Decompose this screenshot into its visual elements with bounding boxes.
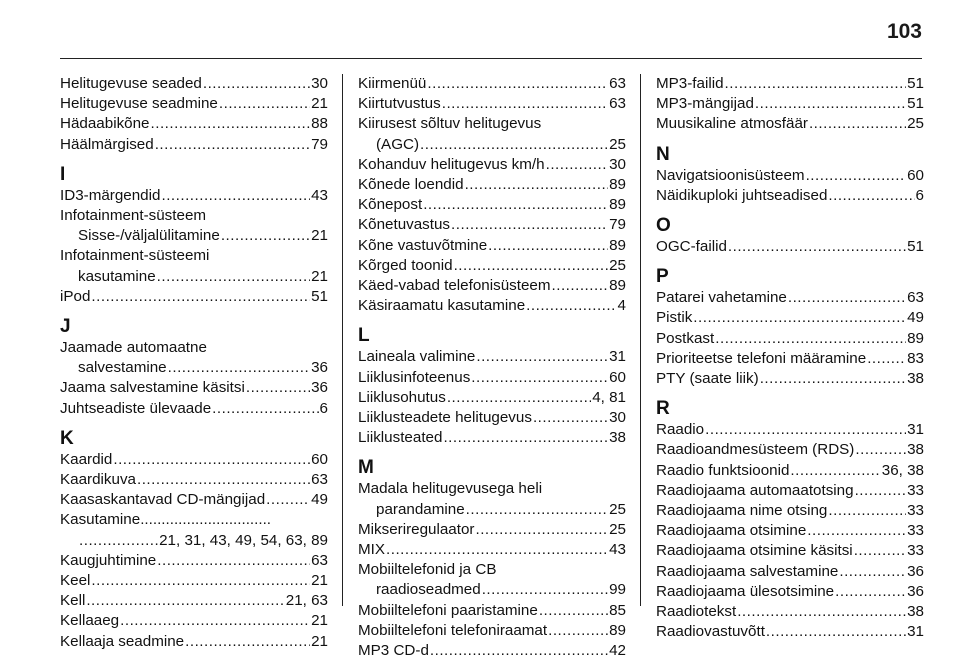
index-entry-page: 89 xyxy=(609,236,626,254)
index-entry xyxy=(60,591,328,611)
dot-leader xyxy=(552,276,609,296)
dot-leader xyxy=(807,521,906,541)
dot-leader xyxy=(427,74,608,94)
index-entry-page: 6 xyxy=(319,399,328,417)
index-entry-page: 38 xyxy=(609,429,626,447)
index-entry-term: Kiirtutvustus xyxy=(358,95,441,113)
index-entry-heading: Kasutamine............................... xyxy=(60,511,272,529)
index-entry-term: Laineala valimine xyxy=(358,348,476,366)
index-entry-heading: Jaamade automaatne xyxy=(60,339,207,357)
index-entry xyxy=(656,420,924,440)
dot-leader xyxy=(715,329,906,349)
index-entry-term: PTY (saate liik) xyxy=(656,370,759,388)
dot-leader xyxy=(86,591,284,611)
index-entry-page: 33 xyxy=(907,522,924,540)
index-entry-page: 49 xyxy=(311,491,328,509)
index-entry-page: 60 xyxy=(609,368,626,386)
index-entry-term: Helitugevuse seadmine xyxy=(60,95,218,113)
index-entry xyxy=(60,94,328,114)
dot-leader xyxy=(266,490,310,510)
index-entry xyxy=(656,308,924,328)
index-entry-page: 33 xyxy=(907,542,924,560)
index-letter-heading: K xyxy=(60,427,74,449)
index-entry-term: MP3-mängijad xyxy=(656,95,754,113)
index-entry xyxy=(358,276,626,296)
index-entry-page: 25 xyxy=(907,115,924,133)
index-letter-heading: J xyxy=(60,316,71,338)
index-entry xyxy=(358,296,626,316)
dot-leader xyxy=(539,601,608,621)
header-rule xyxy=(60,58,922,59)
dot-leader xyxy=(471,368,608,388)
index-entry-page: 4 xyxy=(617,297,626,315)
index-entry xyxy=(358,601,626,621)
dot-leader xyxy=(466,500,608,520)
dot-leader xyxy=(420,135,608,155)
index-entry-term: iPod xyxy=(60,287,91,305)
index-entry xyxy=(60,226,328,246)
index-entry xyxy=(358,621,626,641)
index-entry-page: 33 xyxy=(907,481,924,499)
index-entry-term: Kaardid xyxy=(60,450,113,468)
index-entry xyxy=(358,540,626,560)
index-entry-page: 38 xyxy=(907,441,924,459)
index-entry xyxy=(656,521,924,541)
index-entry-term: Käed-vabad telefonisüsteem xyxy=(358,277,551,295)
index-entry-term: Raadiotekst xyxy=(656,603,737,621)
dot-leader xyxy=(430,641,608,661)
index-entry-term: Juhtseadiste ülevaade xyxy=(60,399,212,417)
index-entry-page: 51 xyxy=(907,95,924,113)
dot-leader xyxy=(91,571,310,591)
index-entry-term: Kellaaja seadmine xyxy=(60,632,185,650)
dot-leader xyxy=(246,378,310,398)
dot-leader xyxy=(447,388,591,408)
index-entry xyxy=(60,114,328,134)
index-entry-page: 85 xyxy=(609,601,626,619)
dot-leader xyxy=(548,621,608,641)
dot-leader xyxy=(788,288,906,308)
index-entry-page: 51 xyxy=(311,287,328,305)
index-entry-page: 31 xyxy=(609,348,626,366)
index-entry-term: MIX xyxy=(358,541,386,559)
dot-leader xyxy=(451,215,608,235)
index-entry-page: 21 xyxy=(311,612,328,630)
index-entry xyxy=(656,74,924,94)
index-entry-term: Raadio funktsioonid xyxy=(656,461,790,479)
index-entry-page: 51 xyxy=(907,238,924,256)
dot-leader xyxy=(867,349,906,369)
index-entry-page: 43 xyxy=(609,541,626,559)
index-letter-heading: O xyxy=(656,215,671,237)
dot-leader xyxy=(221,226,310,246)
index-entry xyxy=(358,175,626,195)
index-letter-heading: N xyxy=(656,143,670,165)
index-entry-term: Helitugevuse seaded xyxy=(60,75,202,92)
dot-leader xyxy=(855,440,906,460)
dot-leader xyxy=(755,94,906,114)
index-entry-page: 30 xyxy=(311,75,328,92)
dot-leader xyxy=(806,166,907,186)
index-letter-heading: I xyxy=(60,163,66,185)
index-entry-page: 30 xyxy=(609,409,626,427)
index-entry-page: 89 xyxy=(609,621,626,639)
index-entry-term: Liiklusteated xyxy=(358,429,443,447)
index-entry xyxy=(656,166,924,186)
index-entry xyxy=(60,531,328,551)
dot-leader xyxy=(203,74,310,94)
index-entry-page: 63 xyxy=(907,289,924,307)
index-entry xyxy=(60,378,328,398)
dot-leader xyxy=(443,428,608,448)
index-entry-page: 89 xyxy=(609,196,626,214)
index-entry xyxy=(358,236,626,256)
index-entry-page: 38 xyxy=(907,603,924,621)
index-entry-term: Raadiojaama otsimine xyxy=(656,522,807,540)
index-entry-page: 43 xyxy=(311,186,328,204)
index-entry-term: kasutamine xyxy=(78,267,156,285)
index-entry-page: 42 xyxy=(609,642,626,660)
index-entry-page: 25 xyxy=(609,135,626,153)
index-entry-page: 99 xyxy=(609,581,626,599)
index-entry xyxy=(60,186,328,206)
index-entry-page: 63 xyxy=(609,95,626,113)
index-entry-page: 25 xyxy=(609,520,626,538)
index-entry xyxy=(358,428,626,448)
index-entry xyxy=(656,602,924,622)
index-entry-page: 21 xyxy=(311,632,328,650)
dot-leader xyxy=(828,501,906,521)
index-entry-term: Kõnepost xyxy=(358,196,423,214)
index-column-1 xyxy=(60,74,328,652)
index-entry-term: Kõne vastuvõtmine xyxy=(358,236,488,254)
index-entry-term: MP3-failid xyxy=(656,75,724,92)
index-entry-page: 4, 81 xyxy=(592,388,626,406)
index-entry xyxy=(60,450,328,470)
index-entry xyxy=(656,461,924,481)
index-entry xyxy=(656,622,924,642)
index-entry-term: Kõnede loendid xyxy=(358,176,464,194)
index-entry-page: 88 xyxy=(311,115,328,133)
index-entry xyxy=(358,520,626,540)
index-entry-term: Mikseriregulaator xyxy=(358,520,475,538)
index-entry-page: 6 xyxy=(915,186,924,204)
index-entry-term: Häälmärgised xyxy=(60,135,154,153)
index-entry-term: Raadiojaama automaatotsing xyxy=(656,481,854,499)
index-entry-page: 60 xyxy=(311,450,328,468)
index-entry-page: 60 xyxy=(907,166,924,184)
index-entry xyxy=(358,368,626,388)
index-entry xyxy=(656,186,924,206)
dot-leader xyxy=(120,611,310,631)
index-entry-page: 89 xyxy=(609,277,626,295)
index-entry-term: Kellaaeg xyxy=(60,612,120,630)
index-entry-page: 25 xyxy=(609,500,626,518)
dot-leader xyxy=(475,520,608,540)
index-letter-heading: M xyxy=(358,457,374,479)
dot-leader xyxy=(526,296,616,316)
index-entry-page: 21 xyxy=(311,572,328,590)
dot-leader xyxy=(828,186,914,206)
index-entry-term: Raadio xyxy=(656,421,705,439)
dot-leader xyxy=(454,256,609,276)
index-entry-term: OGC-failid xyxy=(656,238,727,256)
index-entry-term: Käsiraamatu kasutamine xyxy=(358,297,526,315)
index-entry xyxy=(60,287,328,307)
index-entry-heading: Infotainment-süsteem xyxy=(60,207,207,225)
index-entry xyxy=(60,611,328,631)
index-entry-term: Kõrged toonid xyxy=(358,256,453,274)
index-entry-term: Raadiojaama salvestamine xyxy=(656,562,839,580)
index-entry xyxy=(358,195,626,215)
index-entry-term: Raadiovastuvõtt xyxy=(656,623,765,641)
dot-leader xyxy=(533,408,608,428)
index-entry xyxy=(656,440,924,460)
dot-leader xyxy=(854,541,906,561)
index-entry-page: 36 xyxy=(907,562,924,580)
dot-leader xyxy=(855,481,907,501)
index-entry-term: Liiklusteadete helitugevus xyxy=(358,409,532,427)
index-entry-page: 21 xyxy=(311,267,328,285)
index-entry-page: 36 xyxy=(311,359,328,377)
dot-leader xyxy=(839,562,906,582)
dot-leader xyxy=(693,308,906,328)
column-divider-1 xyxy=(342,74,343,606)
index-entry-page: 38 xyxy=(907,370,924,388)
index-entry xyxy=(358,74,626,94)
index-entry-term: Kiirmenüü xyxy=(358,75,427,92)
dot-leader xyxy=(835,582,906,602)
index-entry xyxy=(358,155,626,175)
index-entry xyxy=(358,94,626,114)
index-entry-term: Pistik xyxy=(656,309,693,327)
index-entry-term: Kaardikuva xyxy=(60,471,136,489)
dot-leader xyxy=(705,420,906,440)
index-entry-term: Mobiiltelefoni paaristamine xyxy=(358,601,538,619)
index-entry xyxy=(656,582,924,602)
index-letter-heading: L xyxy=(358,325,370,347)
index-column-2 xyxy=(358,74,626,661)
dot-leader xyxy=(790,461,880,481)
index-entry xyxy=(656,288,924,308)
index-entry-term: Kaasaskantavad CD-mängijad xyxy=(60,491,266,509)
index-entry-term: ID3-märgendid xyxy=(60,186,161,204)
index-entry-page: 31 xyxy=(907,623,924,641)
index-entry xyxy=(656,114,924,134)
dot-leader xyxy=(423,195,608,215)
index-entry-heading: Madala helitugevusega heli xyxy=(358,480,543,498)
index-entry xyxy=(358,135,626,155)
index-entry-heading: Infotainment-süsteemi xyxy=(60,247,210,265)
index-entry xyxy=(60,358,328,378)
dot-leader xyxy=(79,531,158,551)
dot-leader xyxy=(155,135,310,155)
index-entry xyxy=(358,641,626,661)
index-entry-page: 21 xyxy=(311,227,328,245)
index-entry xyxy=(60,74,328,94)
index-entry xyxy=(358,500,626,520)
dot-leader xyxy=(161,186,310,206)
index-entry-page: 51 xyxy=(907,75,924,92)
index-entry xyxy=(60,551,328,571)
dot-leader xyxy=(546,155,609,175)
index-entry xyxy=(358,347,626,367)
index-entry xyxy=(656,329,924,349)
index-column-3 xyxy=(656,74,924,642)
dot-leader xyxy=(766,622,906,642)
dot-leader xyxy=(168,358,310,378)
index-entry-term: salvestamine xyxy=(78,359,167,377)
index-entry-term: Kohanduv helitugevus km/h xyxy=(358,155,545,173)
index-entry-page: 36 xyxy=(907,582,924,600)
index-entry xyxy=(358,580,626,600)
index-entry xyxy=(656,501,924,521)
index-entry xyxy=(358,408,626,428)
index-entry xyxy=(656,369,924,389)
index-entry xyxy=(358,256,626,276)
index-entry-page: 89 xyxy=(609,176,626,194)
index-entry-page: 21, 31, 43, 49, 54, 63, 89 xyxy=(159,531,328,549)
index-entry xyxy=(656,481,924,501)
page-number: 103 xyxy=(886,20,922,43)
dot-leader xyxy=(809,114,906,134)
index-entry-term: Kell xyxy=(60,592,86,610)
index-entry-page: 63 xyxy=(311,471,328,489)
index-entry-term: Navigatsioonisüsteem xyxy=(656,166,805,184)
index-entry-page: 63 xyxy=(311,551,328,569)
dot-leader xyxy=(488,236,608,256)
index-entry-term: Raadiojaama otsimine käsitsi xyxy=(656,542,853,560)
dot-leader xyxy=(728,237,906,257)
column-divider-2 xyxy=(640,74,641,606)
dot-leader xyxy=(442,94,608,114)
index-entry-page: 21 xyxy=(311,95,328,113)
dot-leader xyxy=(465,175,609,195)
index-entry xyxy=(60,267,328,287)
index-entry-term: Keel xyxy=(60,572,91,590)
index-entry-term: Raadiojaama nime otsing xyxy=(656,502,828,520)
index-entry-term: Liiklusohutus xyxy=(358,388,446,406)
index-entry-term: Postkast xyxy=(656,329,715,347)
index-entry-term: Prioriteetse telefoni määramine xyxy=(656,349,867,367)
index-entry-term: Sisse-/väljalülitamine xyxy=(78,227,220,245)
dot-leader xyxy=(760,369,906,389)
index-entry-page: 36, 38 xyxy=(881,461,924,479)
index-entry xyxy=(656,349,924,369)
dot-leader xyxy=(219,94,310,114)
dot-leader xyxy=(386,540,608,560)
index-entry-page: 79 xyxy=(609,216,626,234)
index-entry-page: 89 xyxy=(907,329,924,347)
index-entry xyxy=(656,562,924,582)
dot-leader xyxy=(137,470,310,490)
index-entry-page: 83 xyxy=(907,349,924,367)
index-entry-page: 25 xyxy=(609,256,626,274)
index-entry-page: 31 xyxy=(907,421,924,439)
dot-leader xyxy=(725,74,907,94)
index-entry-heading: Kiirusest sõltuv helitugevus xyxy=(358,115,542,133)
index-entry-term: Näidikuploki juhtseadised xyxy=(656,186,828,204)
index-entry-heading: Mobiiltelefonid ja CB xyxy=(358,561,497,579)
index-entry-page: 30 xyxy=(609,155,626,173)
index-entry-term: raadioseadmed xyxy=(376,581,481,599)
index-entry-term: Muusikaline atmosfäär xyxy=(656,115,808,133)
index-entry-page: 33 xyxy=(907,502,924,520)
index-letter-heading: R xyxy=(656,398,670,420)
index-entry xyxy=(358,215,626,235)
index-entry-page: 21, 63 xyxy=(285,592,328,610)
index-entry-term: Mobiiltelefoni telefoniraamat xyxy=(358,621,548,639)
index-entry-term: Raadiojaama ülesotsimine xyxy=(656,582,835,600)
index-entry-term: Kaugjuhtimine xyxy=(60,551,157,569)
index-entry-term: Jaama salvestamine käsitsi xyxy=(60,379,245,397)
index-entry-term: Liiklusinfoteenus xyxy=(358,368,471,386)
dot-leader xyxy=(151,114,311,134)
index-entry-term: Kõnetuvastus xyxy=(358,216,451,234)
dot-leader xyxy=(113,450,310,470)
index-entry-term: Patarei vahetamine xyxy=(656,289,787,307)
index-entry-term: MP3 CD-d xyxy=(358,642,429,660)
index-entry xyxy=(60,571,328,591)
index-entry-term: Hädaabikõne xyxy=(60,115,150,133)
index-entry-page: 49 xyxy=(907,309,924,327)
index-entry-term: parandamine xyxy=(376,500,465,518)
index-entry xyxy=(656,541,924,561)
dot-leader xyxy=(212,399,318,419)
index-entry-term: (AGC) xyxy=(376,135,420,153)
index-entry-page: 36 xyxy=(311,379,328,397)
index-entry xyxy=(656,94,924,114)
dot-leader xyxy=(157,267,310,287)
dot-leader xyxy=(157,551,310,571)
index-entry-page: 79 xyxy=(311,135,328,153)
index-entry xyxy=(60,135,328,155)
index-entry xyxy=(60,399,328,419)
dot-leader xyxy=(737,602,906,622)
index-entry xyxy=(358,388,626,408)
index-entry xyxy=(60,490,328,510)
index-entry xyxy=(60,470,328,490)
index-letter-heading: P xyxy=(656,266,669,288)
index-entry-term: Raadioandmesüsteem (RDS) xyxy=(656,441,855,459)
index-entry xyxy=(656,237,924,257)
dot-leader xyxy=(476,347,608,367)
index-entry-page: 63 xyxy=(609,75,626,92)
dot-leader xyxy=(91,287,310,307)
dot-leader xyxy=(482,580,608,600)
